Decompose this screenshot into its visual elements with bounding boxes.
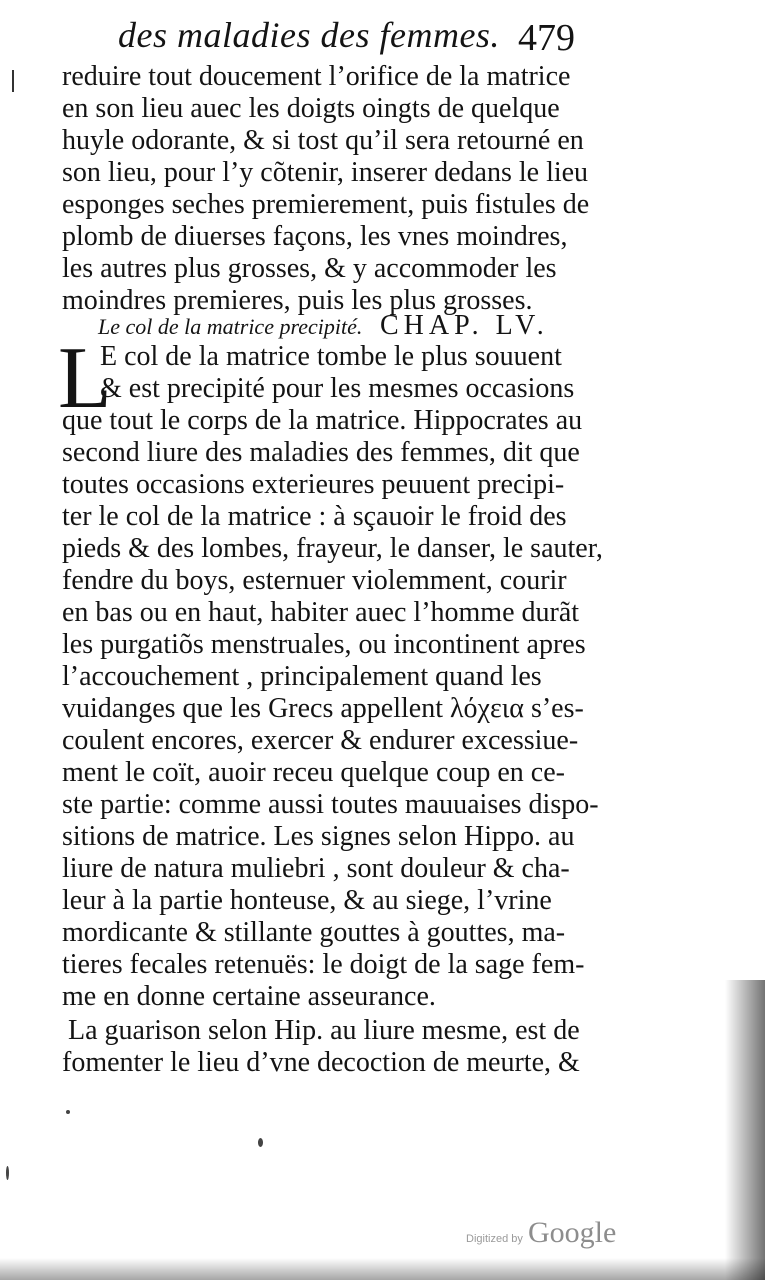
page-edge-shadow — [725, 980, 765, 1280]
page-number: 479 — [518, 17, 575, 59]
text-line: en bas ou en haut, habiter auec l’homme durãt — [62, 597, 580, 628]
text-line: huyle odorante, & si tost qu’il sera retourné en — [62, 125, 584, 156]
scan-speck — [6, 1166, 9, 1180]
text-line: moindres premieres, puis les plus grosses. — [62, 285, 533, 316]
scan-speck — [258, 1138, 263, 1147]
text-line: son lieu, pour l’y cõtenir, inserer dedans le lieu — [62, 157, 589, 188]
scan-speck — [66, 1110, 70, 1114]
chapter-number: CHAP. LV. — [380, 310, 549, 341]
text-line: pieds & des lombes, frayeur, le danser, le sauter, — [62, 533, 603, 564]
text-line: plomb de diuerses façons, les vnes moindres, — [62, 221, 568, 252]
text-line: ste partie: comme aussi toutes mauuaises dispo- — [62, 789, 599, 820]
text-line: sitions de matrice. Les signes selon Hippo. au — [62, 821, 575, 852]
text-line: ment le coït, auoir receu quelque coup en ce- — [62, 757, 565, 788]
text-line: toutes occasions exterieures peuuent precipi- — [62, 469, 565, 500]
running-title: des maladies des femmes. — [118, 15, 500, 55]
text-line: La guarison selon Hip. au liure mesme, est de — [68, 1015, 580, 1046]
text-line: & est precipité pour les mesmes occasions — [100, 373, 575, 404]
margin-mark — [12, 70, 14, 92]
text-line: mordicante & stillante gouttes à gouttes, ma- — [62, 917, 566, 948]
chapter-title: Le col de la matrice precipité. — [98, 314, 363, 339]
drop-cap: L — [58, 330, 112, 427]
text-line: second liure des maladies des femmes, dit que — [62, 437, 580, 468]
text-line: tieres fecales retenuës: le doigt de la sage fem- — [62, 949, 585, 980]
text-line: ter le col de la matrice : à sçauoir le froid des — [62, 501, 567, 532]
text-line: esponges seches premierement, puis fistules de — [62, 189, 590, 220]
text-line: E col de la matrice tombe le plus souuent — [100, 341, 562, 372]
text-line: coulent encores, exercer & endurer excessiue- — [62, 725, 579, 756]
text-line: les autres plus grosses, & y accommoder les — [62, 253, 557, 284]
text-line: reduire tout doucement l’orifice de la matrice — [62, 61, 571, 92]
text-line: l’accouchement , principalement quand les — [62, 661, 542, 692]
google-logo: Google — [527, 1216, 617, 1249]
page-bottom-shadow — [0, 1258, 765, 1280]
text-line: en son lieu auec les doigts oingts de quelque — [62, 93, 560, 124]
text-line: vuidanges que les Grecs appellent λόχεια s’es- — [62, 693, 584, 724]
text-line: que tout le corps de la matrice. Hippocrates au — [62, 405, 583, 436]
text-line: fomenter le lieu d’vne decoction de meurte, & — [62, 1047, 580, 1078]
text-line: fendre du boys, esternuer violemment, courir — [62, 565, 567, 596]
watermark-prefix: Digitized by — [466, 1233, 523, 1245]
text-line: me en donne certaine asseurance. — [62, 981, 436, 1012]
text-line: liure de natura muliebri , sont douleur & cha- — [62, 853, 570, 884]
text-line: leur à la partie honteuse, & au siege, l’vrine — [62, 885, 552, 916]
text-line: les purgatiõs menstruales, ou incontinent apres — [62, 629, 586, 660]
digitized-watermark — [466, 1216, 616, 1250]
